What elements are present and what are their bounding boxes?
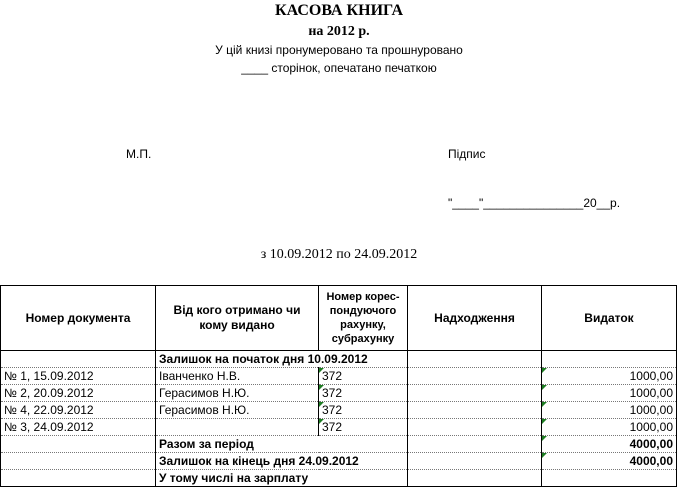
col-header-document: Номер документа <box>1 286 156 351</box>
doc-cell[interactable]: № 4, 22.09.2012 <box>1 402 156 419</box>
total-label[interactable]: Разом за період <box>156 436 408 453</box>
expense-value: 1000,00 <box>629 402 673 417</box>
cell-marker-icon <box>542 453 547 458</box>
expense-cell[interactable] <box>542 368 677 385</box>
total-row <box>1 436 677 453</box>
cell[interactable] <box>408 470 542 487</box>
party-cell[interactable] <box>156 419 319 436</box>
period-label: з 10.09.2012 по 24.09.2012 <box>260 247 418 262</box>
cell-marker-icon <box>319 419 324 424</box>
doc-cell[interactable]: № 2, 20.09.2012 <box>1 385 156 402</box>
table-header-row <box>1 286 677 351</box>
salary-row <box>1 470 677 487</box>
cell[interactable] <box>542 470 677 487</box>
cell-marker-icon <box>542 385 547 390</box>
cell-marker-icon <box>542 419 547 424</box>
table-row <box>1 385 677 402</box>
account-cell[interactable] <box>319 385 408 402</box>
account-cell[interactable] <box>319 402 408 419</box>
expense-value: 1000,00 <box>629 419 673 434</box>
doc-cell[interactable]: № 1, 15.09.2012 <box>1 368 156 385</box>
cell[interactable] <box>408 351 542 368</box>
cell[interactable] <box>408 436 542 453</box>
income-cell[interactable] <box>408 419 542 436</box>
doc-cell[interactable]: № 3, 24.09.2012 <box>1 419 156 436</box>
expense-cell[interactable] <box>542 402 677 419</box>
cell[interactable] <box>408 453 542 470</box>
total-value-cell[interactable] <box>542 436 677 453</box>
income-cell[interactable] <box>408 402 542 419</box>
cell-marker-icon <box>319 402 324 407</box>
table-row <box>1 419 677 436</box>
party-cell[interactable]: Іванченко Н.В. <box>156 368 319 385</box>
cell-marker-icon <box>542 436 547 441</box>
closing-balance-row <box>1 453 677 470</box>
expense-value: 1000,00 <box>629 368 673 383</box>
expense-cell[interactable] <box>542 385 677 402</box>
col-header-income: Надходження <box>408 286 542 351</box>
book-title: КАСОВА КНИГА <box>274 2 404 19</box>
table-row <box>1 368 677 385</box>
cell[interactable] <box>542 351 677 368</box>
opening-balance-label[interactable]: Залишок на початок дня 10.09.2012 <box>156 351 408 368</box>
col-header-account: Номер корес-пондуючого рахунку, субрахунку <box>319 286 408 351</box>
cash-book-table <box>0 285 677 487</box>
opening-balance-row <box>1 351 677 368</box>
date-line: "____"_______________20__р. <box>448 196 621 210</box>
total-value: 4000,00 <box>629 436 673 451</box>
cell-marker-icon <box>319 368 324 373</box>
closing-value-cell[interactable] <box>542 453 677 470</box>
cell[interactable] <box>1 351 156 368</box>
closing-balance-label[interactable]: Залишок на кінець дня 24.09.2012 <box>156 453 408 470</box>
party-cell[interactable]: Герасимов Н.Ю. <box>156 385 319 402</box>
cell-marker-icon <box>542 402 547 407</box>
income-cell[interactable] <box>408 385 542 402</box>
account-value: 372 <box>322 368 343 383</box>
numbering-note: У цій книзі пронумеровано та прошнуровано <box>215 43 463 57</box>
table-row <box>1 402 677 419</box>
book-year: на 2012 р. <box>308 24 370 39</box>
expense-value: 1000,00 <box>629 385 673 400</box>
closing-value: 4000,00 <box>629 453 673 468</box>
party-cell[interactable]: Герасимов Н.Ю. <box>156 402 319 419</box>
signature-label: Підпис <box>448 147 486 161</box>
expense-cell[interactable] <box>542 419 677 436</box>
account-value: 372 <box>322 385 343 400</box>
cell[interactable] <box>1 453 156 470</box>
col-header-party: Від кого отримано чи кому видано <box>156 286 319 351</box>
cell-marker-icon <box>542 368 547 373</box>
cell[interactable] <box>1 436 156 453</box>
stamp-place-label: М.П. <box>126 147 152 161</box>
account-value: 372 <box>322 402 343 417</box>
account-cell[interactable] <box>319 368 408 385</box>
pages-note: ____ сторінок, опечатано печаткою <box>241 61 437 75</box>
cell[interactable] <box>1 470 156 487</box>
account-value: 372 <box>322 419 343 434</box>
col-header-expense: Видаток <box>542 286 677 351</box>
salary-label[interactable]: У тому числі на зарплату <box>156 470 408 487</box>
income-cell[interactable] <box>408 368 542 385</box>
cell-marker-icon <box>319 385 324 390</box>
account-cell[interactable] <box>319 419 408 436</box>
